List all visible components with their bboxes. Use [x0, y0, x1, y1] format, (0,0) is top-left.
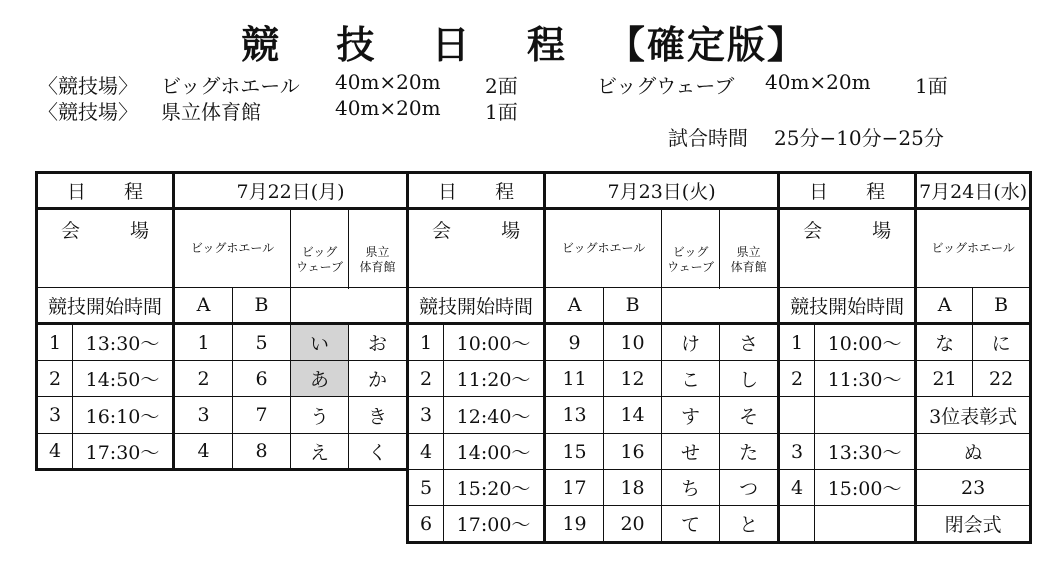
table-cell: 20	[604, 506, 662, 543]
table-cell: 5	[233, 324, 291, 361]
table-cell: 11:20〜	[444, 361, 545, 397]
day1-start-time-header: 競技開始時間	[37, 288, 174, 324]
table-cell: お	[349, 324, 408, 361]
table-cell: 21	[916, 361, 973, 397]
table-cell: 4	[174, 434, 233, 470]
table-empty-area	[37, 506, 408, 543]
venue-size-2: 40m×20m	[765, 70, 871, 94]
table-cell: 13:30〜	[73, 324, 174, 361]
table-cell: 8	[233, 434, 291, 470]
day1-court-b: B	[233, 288, 291, 324]
venue-courts: 2面	[485, 74, 518, 98]
table-cell: こ	[662, 361, 720, 397]
table-cell: 2	[779, 361, 815, 397]
table-cell: そ	[720, 397, 779, 434]
table-cell: 11	[545, 361, 604, 397]
table-cell: 閉会式	[916, 506, 1031, 543]
day3-venue-bigwhale: ビッグホエール	[916, 209, 1031, 288]
day3-schedule-header: 日 程	[779, 173, 916, 209]
table-cell	[815, 506, 916, 543]
match-time-label: 試合時間	[668, 126, 748, 150]
venue-label: 〈競技場〉	[38, 74, 138, 98]
venue-size: 40m×20m	[335, 96, 441, 120]
table-cell: 23	[916, 470, 1031, 506]
day1-venue-header: 会 場	[37, 209, 174, 288]
table-cell: け	[662, 324, 720, 361]
day2-venue-bigwhale: ビッグホエール	[545, 209, 662, 288]
day3-court-b: B	[973, 288, 1031, 324]
day2-date: 7月23日(火)	[545, 173, 779, 209]
match-time-value: 25分−10分−25分	[774, 126, 944, 150]
table-cell: 15:00〜	[815, 470, 916, 506]
venue-label: 〈競技場〉	[38, 100, 138, 124]
day2-court-b: B	[604, 288, 662, 324]
table-cell: す	[662, 397, 720, 434]
table-cell: 1	[174, 324, 233, 361]
table-cell: 1	[779, 324, 815, 361]
table-cell: い	[291, 324, 349, 361]
table-cell: 10:00〜	[815, 324, 916, 361]
day3-date: 7月24日(水)	[916, 173, 1031, 209]
table-cell: う	[291, 397, 349, 434]
day3-start-time-header: 競技開始時間	[779, 288, 916, 324]
table-cell: 3	[779, 434, 815, 470]
title-main: 競 技 日 程	[241, 23, 587, 67]
table-cell: 19	[545, 506, 604, 543]
day2-schedule-header: 日 程	[408, 173, 545, 209]
table-cell: 7	[233, 397, 291, 434]
venue-courts-2: 1面	[915, 74, 948, 98]
day1-venue-prefgym: 県立 体育館	[349, 209, 408, 288]
table-cell: 4	[408, 434, 444, 470]
table-cell: 15:20〜	[444, 470, 545, 506]
title-status: 【確定版】	[606, 23, 807, 67]
day2-venue-prefgym: 県立 体育館	[720, 209, 779, 288]
table-cell: 6	[408, 506, 444, 543]
table-cell: 13	[545, 397, 604, 434]
table-cell: 4	[37, 434, 73, 470]
day2-court-a: A	[545, 288, 604, 324]
table-cell	[779, 506, 815, 543]
day1-venue-bigwave: ビッグ ウェーブ	[291, 209, 349, 288]
venue-size: 40m×20m	[335, 70, 441, 94]
table-cell: あ	[291, 361, 349, 397]
table-cell: え	[291, 434, 349, 470]
day3-court-a: A	[916, 288, 973, 324]
day1-date: 7月22日(月)	[174, 173, 408, 209]
table-cell: 2	[408, 361, 444, 397]
venue-name: 県立体育館	[161, 100, 261, 124]
table-cell: 11:30〜	[815, 361, 916, 397]
table-cell: ぬ	[916, 434, 1031, 470]
table-cell: て	[662, 506, 720, 543]
table-cell: 5	[408, 470, 444, 506]
table-cell: 10	[604, 324, 662, 361]
table-cell: た	[720, 434, 779, 470]
day2-venue-bigwave: ビッグ ウェーブ	[662, 209, 720, 288]
table-cell: 16:10〜	[73, 397, 174, 434]
table-cell: 6	[233, 361, 291, 397]
table-cell: 17	[545, 470, 604, 506]
table-cell: 14	[604, 397, 662, 434]
table-cell	[779, 397, 815, 434]
table-cell: し	[720, 361, 779, 397]
table-cell: 3位表彰式	[916, 397, 1031, 434]
table-cell: 17:30〜	[73, 434, 174, 470]
table-cell: 12	[604, 361, 662, 397]
table-cell: 1	[408, 324, 444, 361]
table-cell: に	[973, 324, 1031, 361]
table-empty-area	[37, 470, 408, 506]
table-cell: 2	[174, 361, 233, 397]
table-cell: か	[349, 361, 408, 397]
day1-court-empty	[291, 288, 408, 324]
table-cell: 4	[779, 470, 815, 506]
table-cell: 12:40〜	[444, 397, 545, 434]
table-cell: さ	[720, 324, 779, 361]
page-title	[0, 14, 1048, 69]
venue-name-2: ビッグウェーブ	[597, 74, 735, 98]
table-cell: と	[720, 506, 779, 543]
table-cell	[815, 397, 916, 434]
day1-schedule-header: 日 程	[37, 173, 174, 209]
table-cell: き	[349, 397, 408, 434]
table-cell: 2	[37, 361, 73, 397]
table-cell: つ	[720, 470, 779, 506]
venue-courts: 1面	[485, 100, 518, 124]
schedule-table	[35, 171, 1032, 544]
day2-start-time-header: 競技開始時間	[408, 288, 545, 324]
table-cell: 22	[973, 361, 1031, 397]
table-cell: 14:00〜	[444, 434, 545, 470]
table-cell: せ	[662, 434, 720, 470]
table-cell: 15	[545, 434, 604, 470]
day2-venue-header: 会 場	[408, 209, 545, 288]
day3-venue-header: 会 場	[779, 209, 916, 288]
table-cell: 17:00〜	[444, 506, 545, 543]
table-cell: 14:50〜	[73, 361, 174, 397]
day1-court-a: A	[174, 288, 233, 324]
table-cell: な	[916, 324, 973, 361]
table-cell: 3	[408, 397, 444, 434]
table-cell: く	[349, 434, 408, 470]
table-cell: 1	[37, 324, 73, 361]
table-cell: 9	[545, 324, 604, 361]
table-cell: 16	[604, 434, 662, 470]
table-cell: 13:30〜	[815, 434, 916, 470]
venue-name: ビッグホエール	[161, 74, 300, 98]
day2-court-empty	[662, 288, 779, 324]
table-cell: 10:00〜	[444, 324, 545, 361]
table-cell: 18	[604, 470, 662, 506]
table-cell: 3	[37, 397, 73, 434]
day1-venue-bigwhale: ビッグホエール	[174, 209, 291, 288]
table-cell: 3	[174, 397, 233, 434]
table-cell: ち	[662, 470, 720, 506]
